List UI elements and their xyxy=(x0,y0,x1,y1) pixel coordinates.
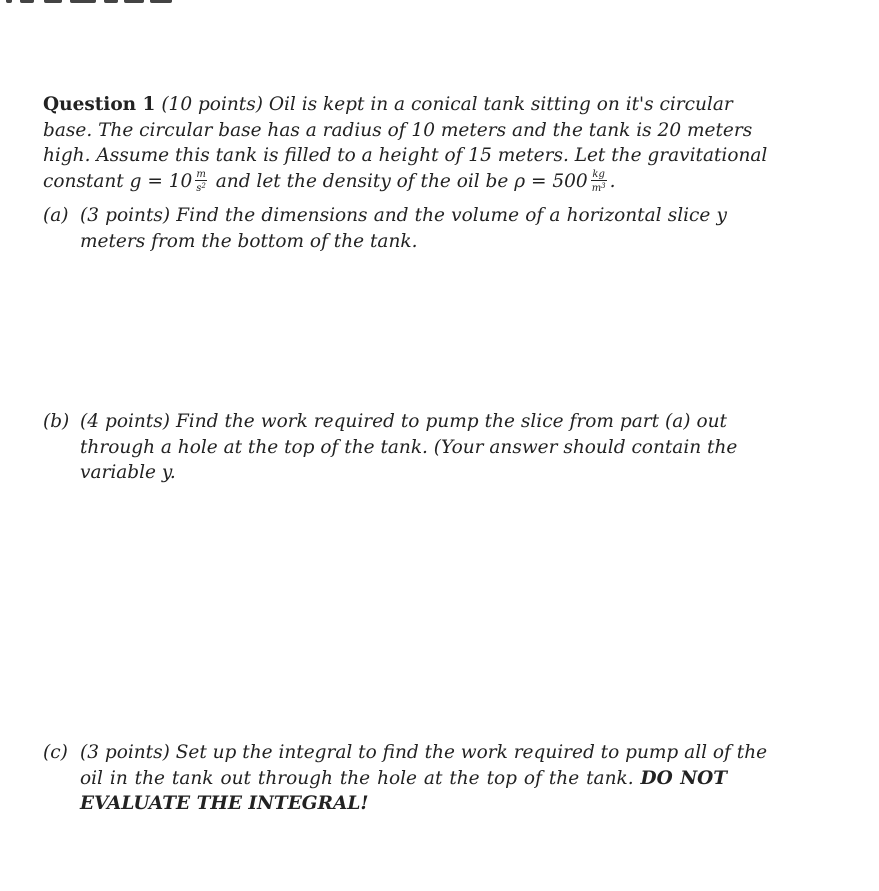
question-statement xyxy=(43,92,768,194)
part-a-line-2: meters from the bottom of the tank. xyxy=(80,230,418,252)
part-b-line-1: (4 points) Find the work required to pump the slice from part (a) out xyxy=(80,411,727,432)
question-line-4: constant g = 10 $\frac{m}{s^2}$ and let the density of the oil be ρ = 500 $\frac{kg}{m^3}$ . xyxy=(43,168,616,194)
part-c-line-3: EVALUATE THE INTEGRAL! xyxy=(80,793,369,814)
question-line-3: high. Assume this tank is filled to a height of 15 meters. Let the gravitational xyxy=(43,145,768,166)
part-c-label: (c) xyxy=(43,742,68,763)
part-b-line-2: through a hole at the top of the tank. (Your answer should contain the xyxy=(80,436,738,458)
part-a xyxy=(43,203,727,254)
part-b-line-3: variable y. xyxy=(80,462,176,483)
part-c-line-2: oil in the tank out through the hole at the top of the tank. DO NOT xyxy=(80,767,727,789)
part-c-emphasis: DO NOT xyxy=(640,767,727,789)
g-unit-fraction: $\frac{m}{s^2}$ xyxy=(196,168,206,194)
question-points: (10 points) xyxy=(161,94,263,115)
part-b xyxy=(43,409,738,486)
rho-unit-fraction: $\frac{kg}{m^3}$ xyxy=(591,168,606,194)
part-c-line-1: (3 points) Set up the integral to find the work required to pump all of the xyxy=(80,742,768,763)
part-a-line-1: (3 points) Find the dimensions and the volume of a horizontal slice y xyxy=(80,205,727,226)
question-line-2: base. The circular base has a radius of 10 meters and the tank is 20 meters xyxy=(43,119,753,141)
question-line-1: Question 1 (10 points) Oil is kept in a conical tank sitting on it's circular xyxy=(43,94,733,115)
question-number: Question 1 xyxy=(43,94,156,115)
part-c xyxy=(43,740,768,817)
part-b-label: (b) xyxy=(43,411,70,432)
part-a-label: (a) xyxy=(43,205,69,226)
cropped-top-text xyxy=(0,0,879,6)
